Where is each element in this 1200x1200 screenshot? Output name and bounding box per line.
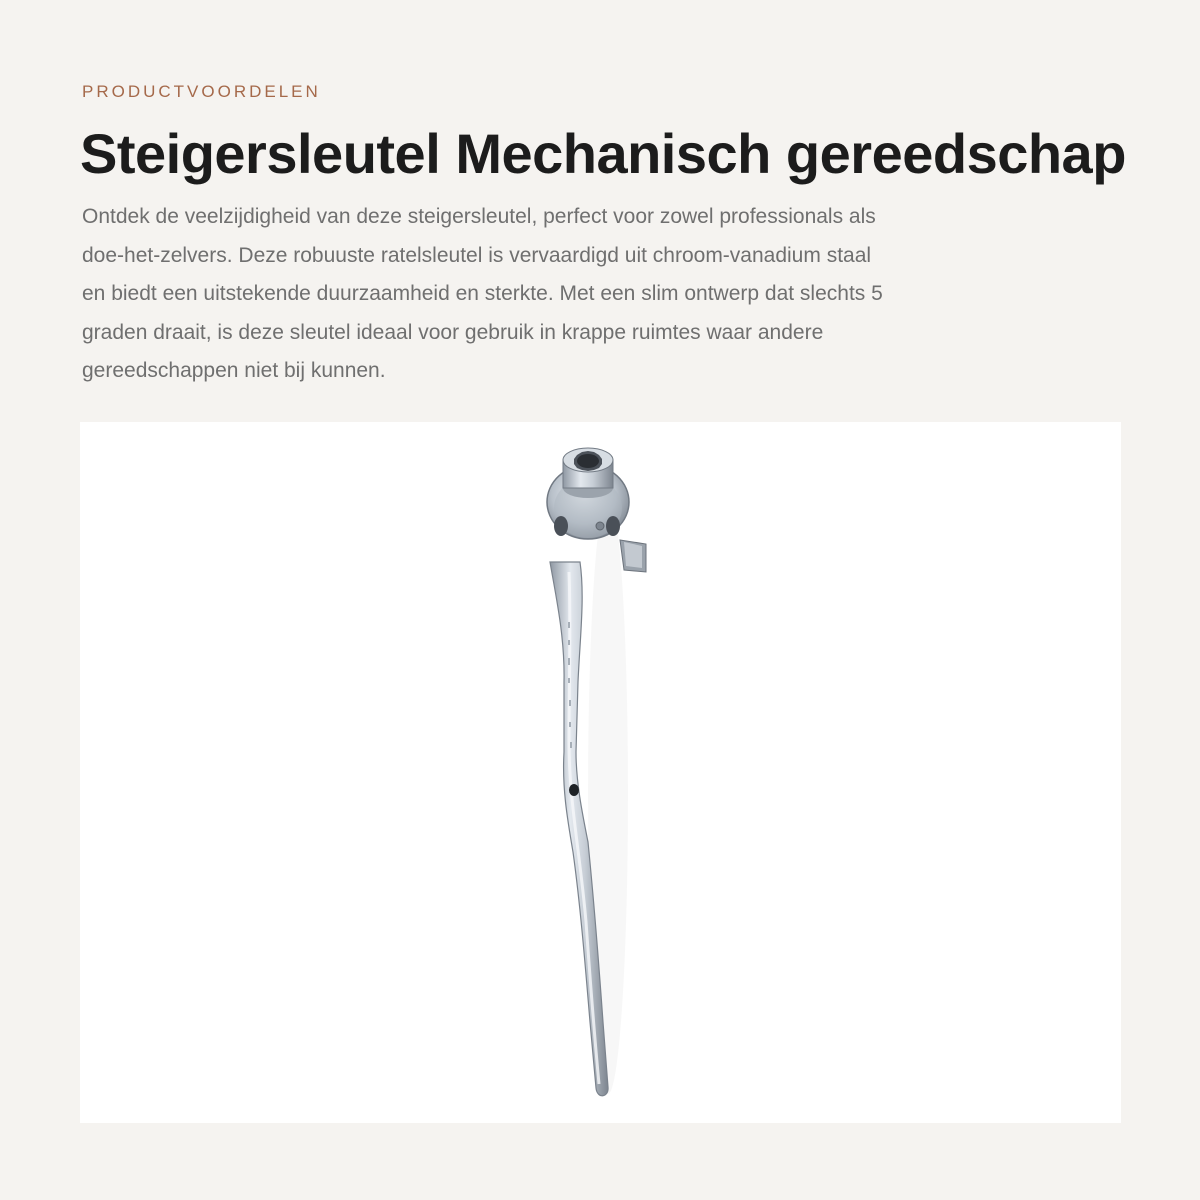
eyebrow-label: PRODUCTVOORDELEN	[82, 82, 321, 101]
description-line: Ontdek de veelzijdigheid van deze steigersleutel, perfect voor zowel professionals als	[82, 205, 876, 228]
page-title: Steigersleutel Mechanisch gereedschap	[80, 122, 1126, 185]
description-line: doe-het-zelvers. Deze robuuste ratelsleutel is vervaardigd uit chroom-vanadium staal	[82, 243, 872, 267]
description-line: graden draait, is deze sleutel ideaal voor gebruik in krappe ruimtes waar andere	[82, 320, 824, 344]
description-line: gereedschappen niet bij kunnen.	[82, 359, 386, 382]
product-image-panel	[80, 422, 1121, 1123]
description-line: en biedt een uitstekende duurzaamheid en sterkte. Met een slim ontwerp dat slechts 5	[82, 282, 883, 305]
product-description	[82, 198, 1082, 391]
ratchet-wrench-image	[80, 422, 1121, 1123]
